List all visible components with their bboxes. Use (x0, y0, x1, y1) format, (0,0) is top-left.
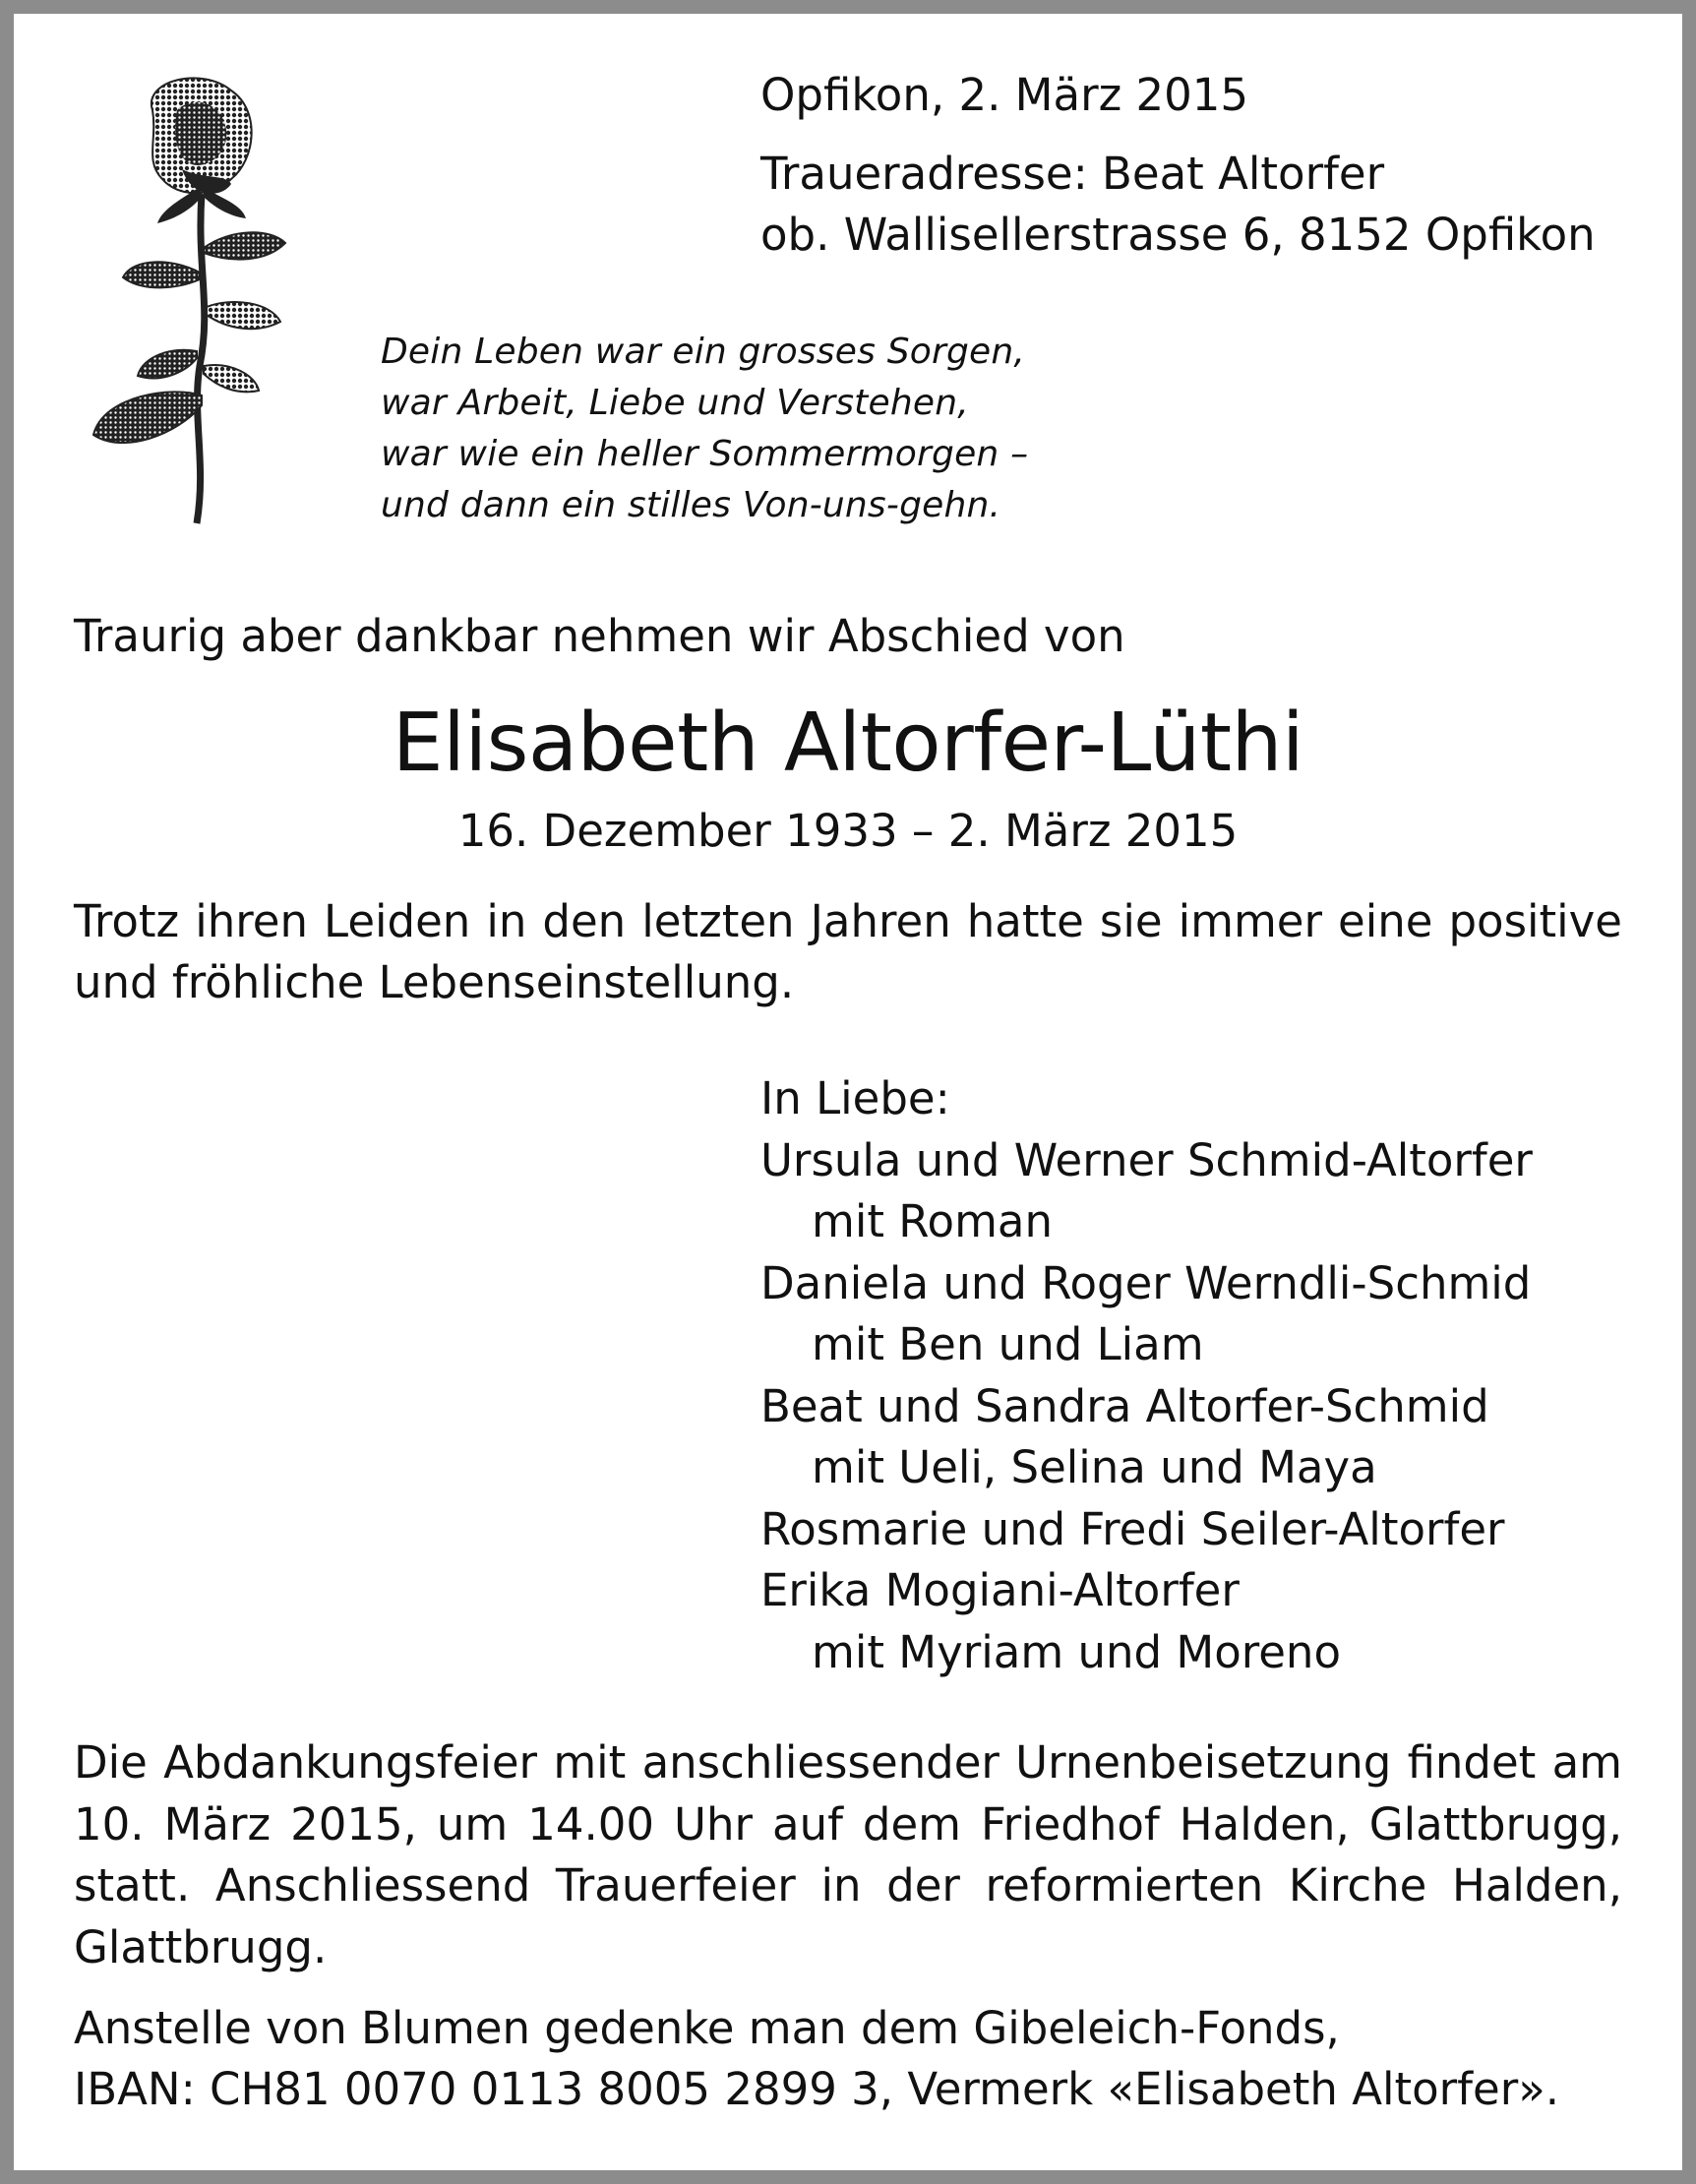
address-line-2: ob. Wallisellerstrasse 6, 8152 Opfikon (760, 209, 1596, 261)
service-line: statt. Anschliessend Trauerfeier in der reformierten Kirche Halden, (74, 1859, 1622, 1911)
donation-line: Anstelle von Blumen gedenke man dem Gibeleich-Fonds, (74, 2002, 1340, 2054)
deceased-name: Elisabeth Altorfer-Lüthi (392, 697, 1304, 790)
family-line: Ursula und Werner Schmid-Altorfer (760, 1134, 1533, 1186)
family-line: mit Ben und Liam (812, 1318, 1204, 1370)
address-line-1: Traueradresse: Beat Altorfer (760, 148, 1385, 200)
poem-line: und dann ein stilles Von-uns-gehn. (381, 485, 1001, 525)
rose-icon (84, 71, 320, 533)
poem-line: war wie ein heller Sommermorgen – (381, 434, 1029, 474)
family-line: Beat und Sandra Altorfer-Schmid (760, 1380, 1489, 1432)
life-dates: 16. Dezember 1933 – 2. März 2015 (457, 805, 1239, 857)
place-date: Opfikon, 2. März 2015 (760, 69, 1249, 121)
tribute-line: Trotz ihren Leiden in den letzten Jahren hatte sie immer eine positive (74, 895, 1622, 947)
family-line: Rosmarie und Fredi Seiler-Altorfer (760, 1503, 1505, 1555)
tribute-line: und fröhliche Lebenseinstellung. (74, 956, 795, 1008)
donation-line: IBAN: CH81 0070 0113 8005 2899 3, Vermerk «Elisabeth Altorfer». (74, 2063, 1560, 2115)
family-line: Daniela und Roger Werndli-Schmid (760, 1257, 1532, 1309)
family-line: mit Ueli, Selina und Maya (812, 1441, 1377, 1493)
intro-text: Traurig aber dankbar nehmen wir Abschied von (74, 610, 1125, 662)
poem-line: war Arbeit, Liebe und Verstehen, (381, 383, 969, 423)
service-line: Die Abdankungsfeier mit anschliessender Urnenbeisetzung findet am (74, 1736, 1622, 1789)
service-line: Glattbrugg. (74, 1921, 328, 1973)
family-line: mit Myriam und Moreno (812, 1626, 1341, 1678)
family-line: mit Roman (812, 1195, 1053, 1247)
poem-line: Dein Leben war ein grosses Sorgen, (381, 332, 1026, 372)
family-line: Erika Mogiani-Altorfer (760, 1564, 1240, 1616)
service-line: 10. März 2015, um 14.00 Uhr auf dem Friedhof Halden, Glattbrugg, (74, 1798, 1622, 1850)
family-heading: In Liebe: (760, 1072, 950, 1124)
